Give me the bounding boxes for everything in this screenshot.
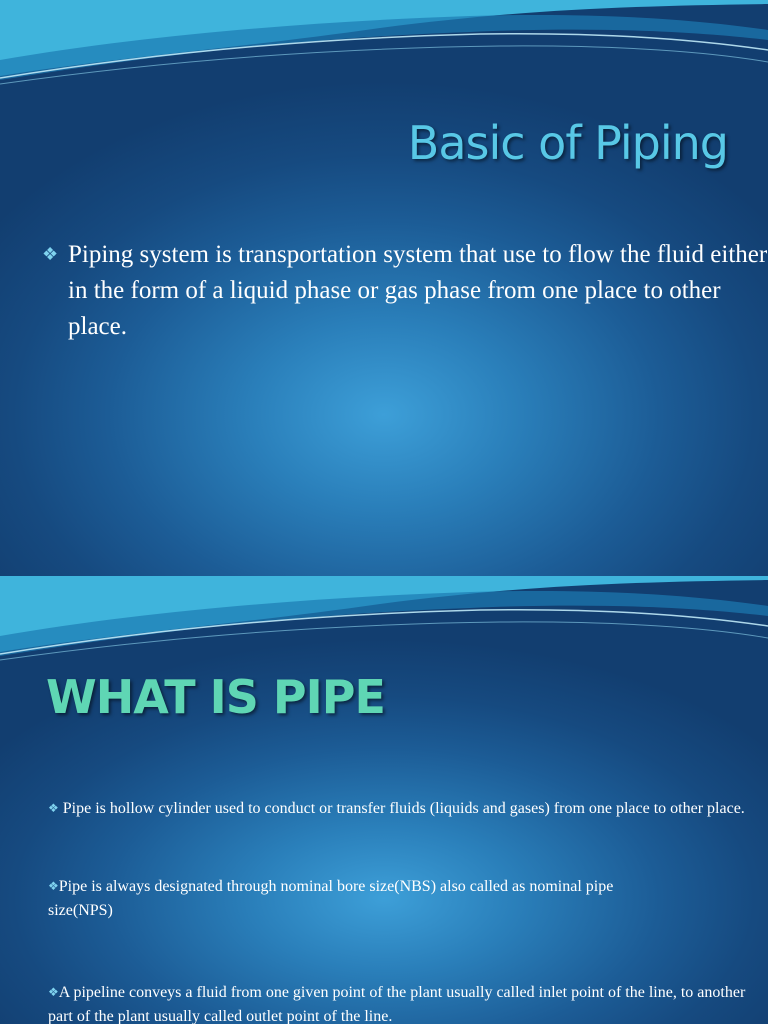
wave-header-decoration bbox=[0, 576, 768, 676]
bullet-paragraph bbox=[40, 236, 768, 345]
bullet-paragraph bbox=[48, 796, 748, 821]
slide-title: Basic of Piping bbox=[407, 116, 728, 170]
bullet-paragraph bbox=[48, 874, 748, 923]
diamond-bullet-icon: ❖ bbox=[42, 244, 59, 264]
diamond-bullet-icon: ❖ bbox=[48, 879, 59, 893]
bullet-paragraph bbox=[48, 980, 748, 1024]
bullet-text: Piping system is transportation system that use to flow the fluid either in the form of a liquid phase or gas phase from one place to other place. bbox=[68, 241, 768, 340]
wave-header-decoration bbox=[0, 0, 768, 100]
bullet-text-continuation: size(NPS) bbox=[48, 902, 113, 919]
bullet-text: Pipe is hollow cylinder used to conduct or transfer fluids (liquids and gases) from one place to other place. bbox=[58, 800, 745, 817]
bullet-text: Pipe is always designated through nominal bore size(NBS) also called as nominal pipe bbox=[58, 878, 614, 895]
slide-2 bbox=[0, 576, 768, 1024]
bullet-text: A pipeline conveys a fluid from one given point of the plant usually called inlet point of the line, to another part of the plant usually called outlet point of the line. bbox=[48, 984, 746, 1024]
diamond-bullet-icon: ❖ bbox=[48, 801, 59, 815]
slide-title: WHAT IS PIPE bbox=[46, 670, 385, 724]
diamond-bullet-icon: ❖ bbox=[48, 985, 59, 999]
